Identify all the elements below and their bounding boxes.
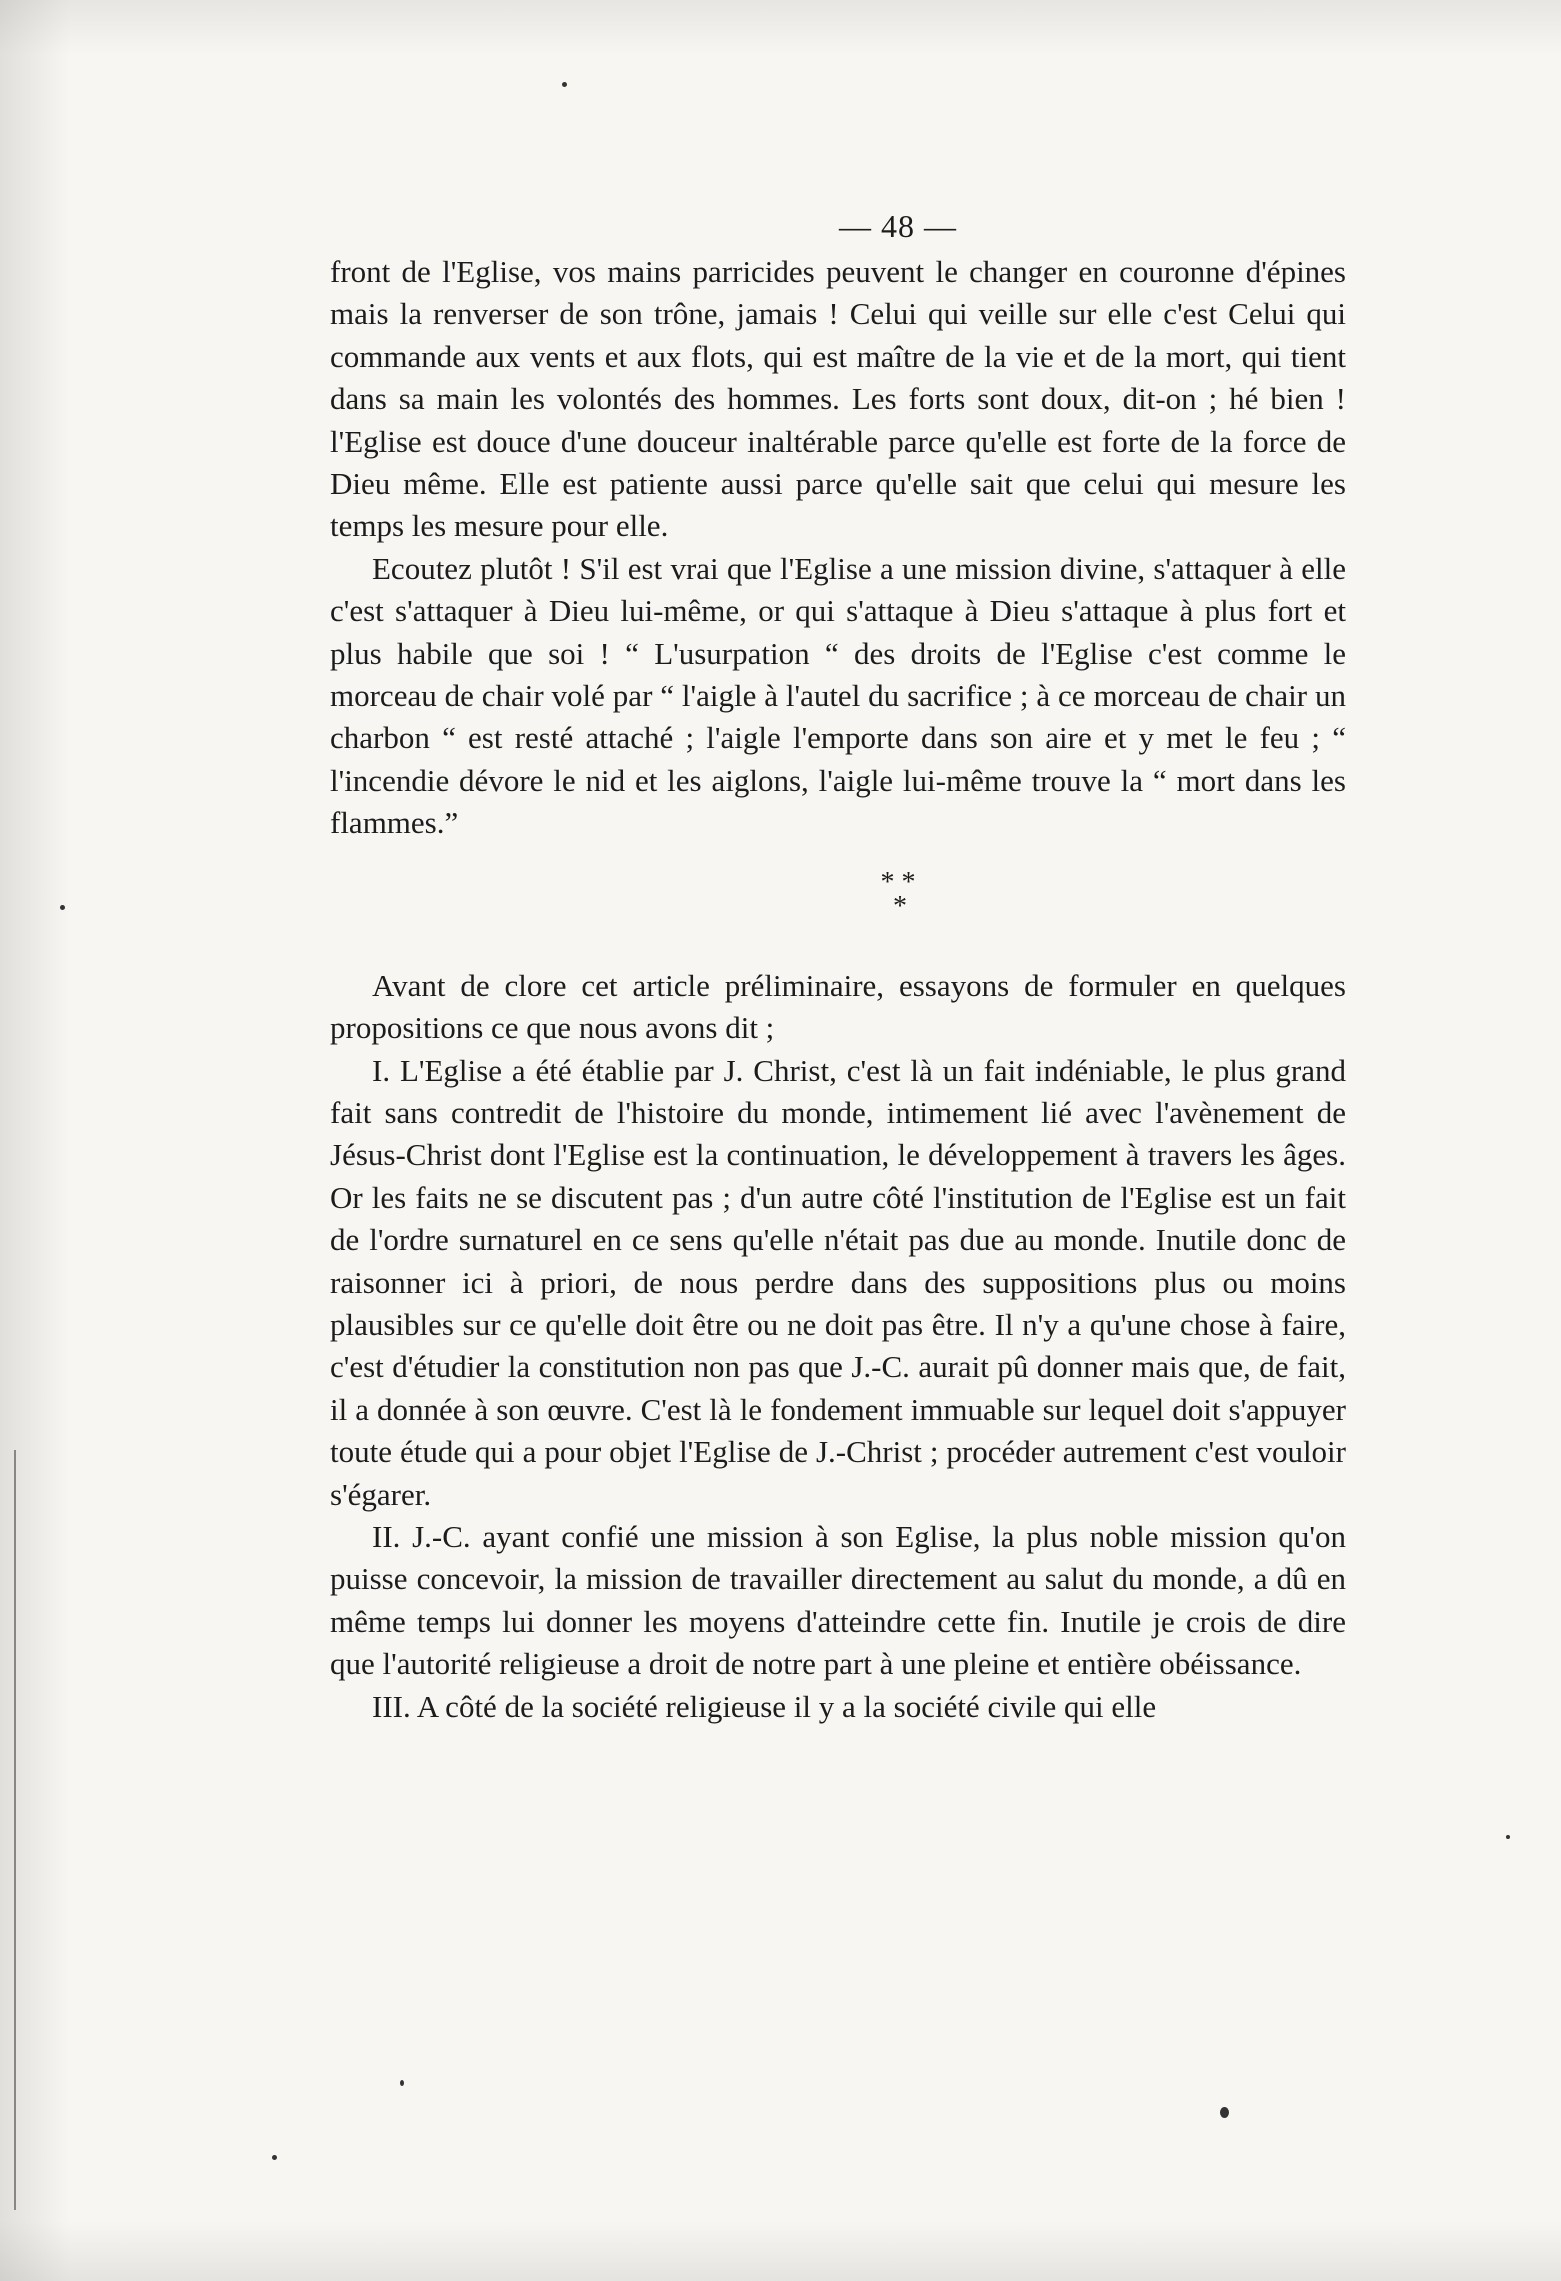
- page-body: [330, 208, 1346, 1728]
- paragraph-quote: Ecoutez plutôt ! S'il est vrai que l'Eglise a une mission divine, s'attaquer à elle c'est s'attaquer à Dieu lui-même, or qui s'attaque à Dieu s'attaque à plus fort et plus habile que soi ! “ L'usurpation “ des droits de l'Eglise c'est comme le morceau de chair volé par “ l'aigle à l'autel du sacrifice ; à ce morceau de chair un charbon “ est resté attaché ; l'aigle l'emporte dans son aire et y met le feu ; “ l'incendie dévore le nid et les aiglons, l'aigle lui-même trouve la “ mort dans les flammes.”: [330, 550, 1346, 841]
- asterism-separator: [330, 866, 1346, 922]
- scan-edge-top: [0, 0, 1561, 55]
- paragraph-continued: front de l'Eglise, vos mains parricides peuvent le changer en couronne d'épines mais la renverser de son trône, jamais ! Celui qui veille sur elle c'est Celui qui commande aux vents et aux flots, qui est maître de la vie et de la mort, qui tient dans sa main les volontés des hommes. Les forts sont doux, dit-on ; hé bien ! l'Eglise est douce d'une douceur inaltérable parce qu'elle est forte de la force de Dieu même. Elle est patiente aussi parce qu'elle sait que celui qui mesure les temps les mesure pour elle.: [330, 254, 1346, 544]
- paragraph-proposition-3: III. A côté de la société religieuse il y a la société civile qui elle: [372, 1688, 1157, 1724]
- asterism-top: * *: [880, 866, 916, 898]
- paragraph-proposition-1: I. L'Eglise a été établie par J. Christ, c'est là un fait indéniable, le plus grand fait sans contredit de l'histoire du monde, intimement lié avec l'avènement de Jésus-Christ dont l'Eglise est la continuation, le développement à travers les âges. Or les faits ne se discutent pas ; d'un autre côté l'institution de l'Eglise est un fait de l'ordre surnaturel en ce sens qu'elle n'était pas due au monde. Inutile donc de raisonner ici à priori, de nous perdre dans des suppositions plus ou moins plausibles sur ce qu'elle doit être ou ne doit pas être. Il n'y a qu'une chose à faire, c'est d'étudier la constitution non pas que J.-C. aurait pû donner mais que, de fait, il a donnée à son œuvre. C'est là le fondement immuable sur lequel doit s'appuyer toute étude qui a pour objet l'Eglise de J.-Christ ; procéder autrement c'est vouloir s'égarer.: [330, 1052, 1346, 1512]
- scan-speck: [1506, 1835, 1510, 1839]
- asterism-bottom: *: [893, 890, 907, 922]
- scan-edge-bottom: [0, 2221, 1561, 2281]
- scan-edge-left: [0, 0, 70, 2281]
- scan-speck: [1220, 2107, 1229, 2118]
- scan-speck: [400, 2080, 404, 2086]
- paragraph-intro: Avant de clore cet article préliminaire, essayons de formuler en quelques propositions ce que nous avons dit ;: [330, 967, 1346, 1046]
- scan-speck: [562, 82, 567, 87]
- paragraph-proposition-2: II. J.-C. ayant confié une mission à son Eglise, la plus noble mission qu'on puisse concevoir, la mission de travailler directement au salut du monde, a dû en même temps lui donner les moyens d'atteindre cette fin. Inutile je crois de dire que l'autorité religieuse a droit de notre part à une pleine et entière obéissance.: [330, 1518, 1346, 1682]
- scan-speck: [60, 905, 65, 910]
- page-number: — 48 —: [839, 208, 957, 244]
- binding-edge-line: [14, 1450, 16, 2210]
- scan-speck: [272, 2155, 277, 2160]
